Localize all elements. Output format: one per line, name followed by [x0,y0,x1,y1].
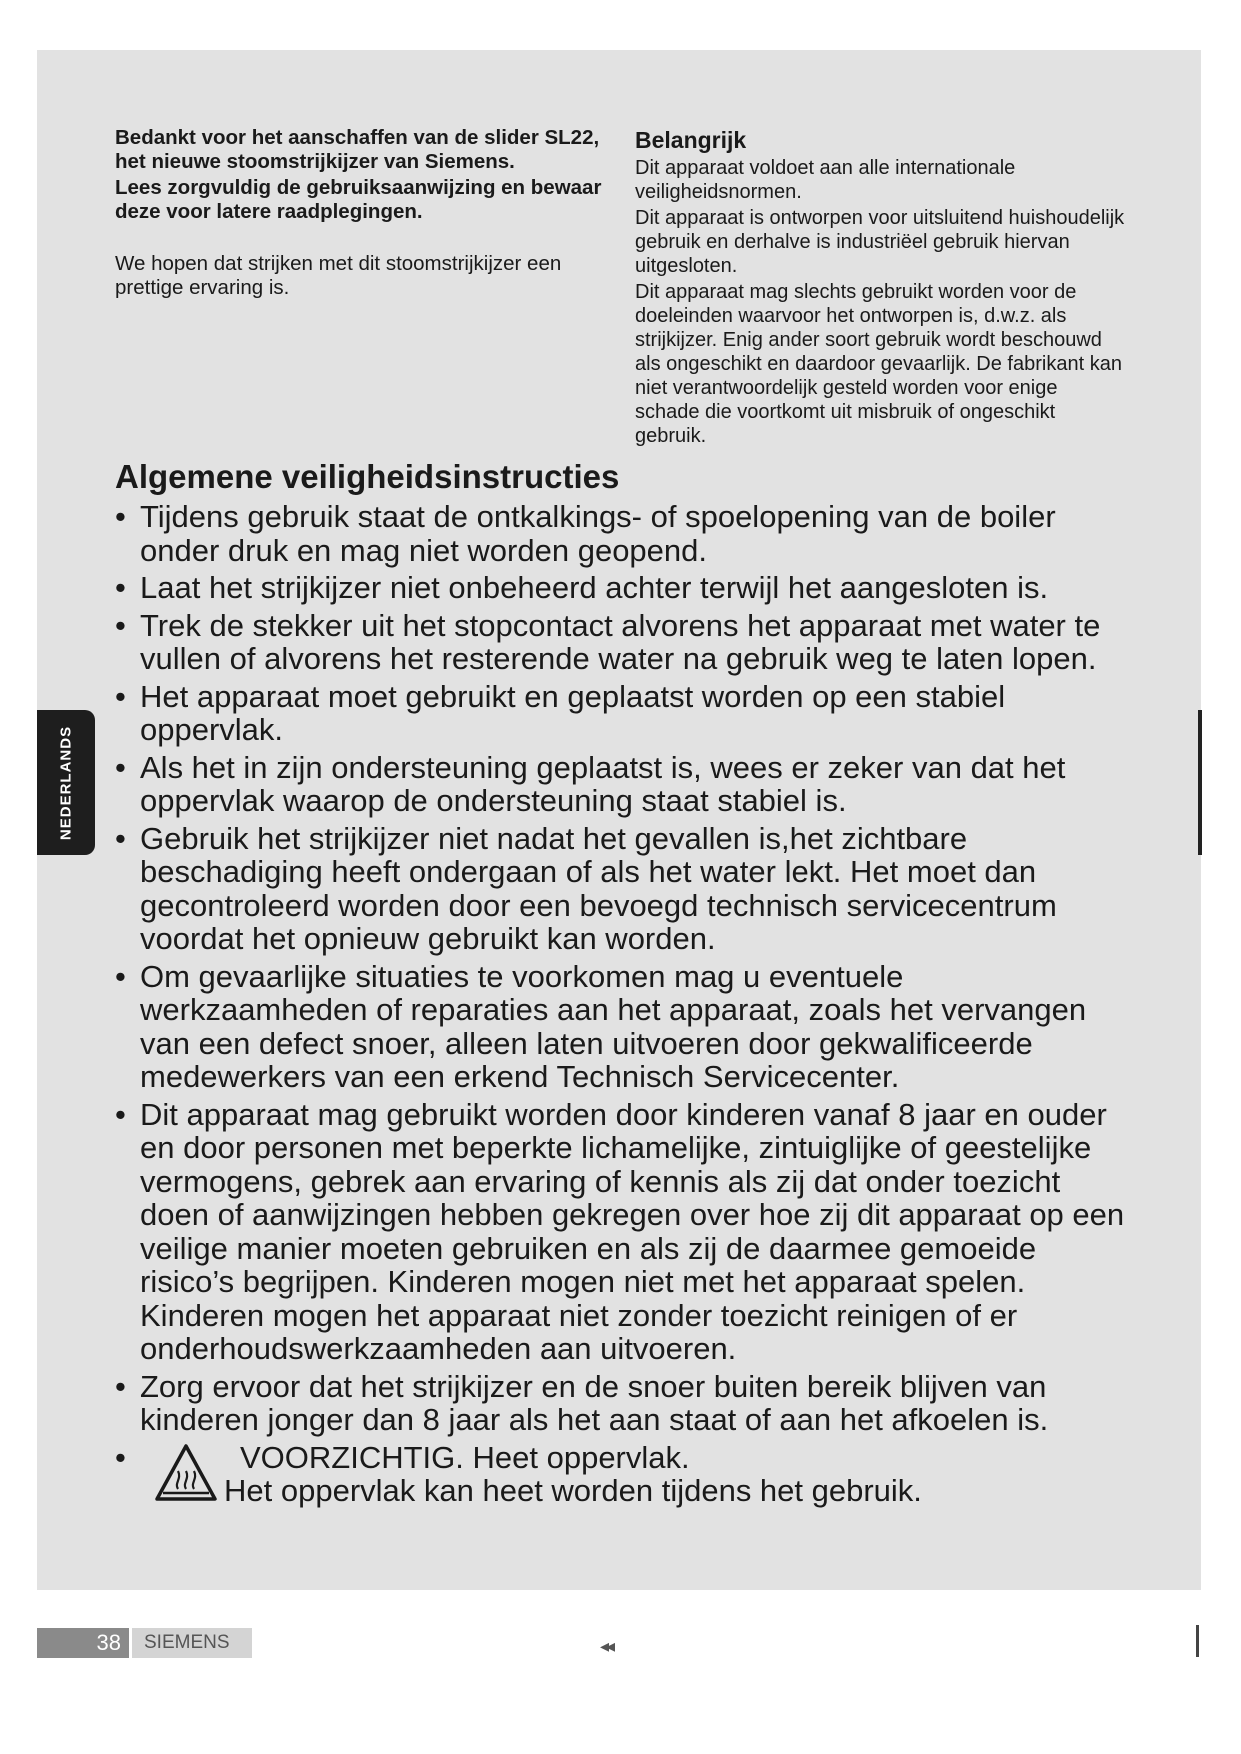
bullet: • [115,1368,126,1404]
intro-column [115,126,610,300]
list-item [115,609,1125,676]
list-item [115,1098,1125,1366]
list-item-text: Dit apparaat mag gebruikt worden door kinderen vanaf 8 jaar en ouder en door personen met beperkte lichamelijke, zintuiglijke of geestelijke vermogens, gebrek aan ervaring of kennis als zij dat onder toezicht doen of aanwijzingen hebben gekregen over hoe zij dit apparaat op een veilige manier moeten gebruiken en als zij de daarmee gemoeide risico’s begrijpen. Kinderen mogen niet met het apparaat spelen. Kinderen mogen het apparaat niet zonder toezicht reinigen of er onderhoudswerkzaamheden aan uitvoeren. [140,1096,1125,1366]
list-item-text: Gebruik het strijkijzer niet nadat het gevallen is,het zichtbare beschadiging heeft ondergaan of als het water lekt. Het moet dan gecontroleerd worden door een bevoegd technisch servicecentrum voordat het opnieuw gebruikt kan worden. [140,820,1057,956]
bullet: • [115,499,126,534]
list-item-text: Om gevaarlijke situaties te voorkomen mag u eventuele werkzaamheden of reparaties aan het apparaat, zoals het vervangen van een defect snoer, alleen laten uitvoeren door gekwalificeerde medewerkers van een erkend Technisch Servicecenter. [140,958,1087,1094]
section-title: Algemene veiligheidsinstructies [115,458,620,495]
warning-caution: VOORZICHTIG. Heet oppervlak. [240,1439,690,1475]
footer [37,1628,252,1658]
list-item-text: Tijdens gebruik staat de ontkalkings- of spoelopening van de boiler onder druk en mag niet worden geopend. [140,499,1056,568]
list-item [115,751,1125,818]
language-tab-label: NEDERLANDS [57,725,75,840]
bullet: • [115,958,126,994]
bullet: • [115,1439,126,1475]
list-item [115,960,1125,1094]
language-tab [37,710,95,855]
intro-wish: We hopen dat strijken met dit stoomstrijkijzer een prettige ervaring is. [115,252,562,299]
list-item-text: Laat het strijkijzer niet onbeheerd achter terwijl het aangesloten is. [140,570,1049,605]
warning-item [115,1441,1125,1508]
important-paragraph: Dit apparaat voldoet aan alle internationale veiligheidsnormen. [635,157,1016,203]
bullet: • [115,1096,126,1132]
margin-marker [1198,710,1202,855]
list-item [115,571,1125,605]
important-column [635,126,1125,450]
list-item [115,822,1125,956]
list-item-text: Trek de stekker uit het stopcontact alvorens het apparaat met water te vullen of alvorens het resterende water na gebruik weg te laten lopen. [140,607,1101,676]
hot-surface-warning-icon [154,1443,218,1503]
footer-marker [1196,1625,1199,1657]
bullet: • [115,570,126,605]
important-paragraph: Dit apparaat is ontworpen voor uitsluitend huishoudelijk gebruik en derhalve is industriëel gebruik hiervan uitgesloten. [635,207,1125,277]
important-heading: Belangrijk [635,127,747,153]
previous-page-icon[interactable]: ◂◂ [600,1636,613,1656]
bullet: • [115,607,126,643]
list-item [115,500,1125,567]
list-item [115,1370,1125,1437]
intro-thanks: Bedankt voor het aanschaffen van de slider SL22, het nieuwe stoomstrijkijzer van Siemens. [115,126,600,173]
important-paragraph: Dit apparaat mag slechts gebruikt worden voor de doeleinden waarvoor het ontworpen is, d.w.z. als strijkijzer. Enig ander soort gebruik wordt beschouwd als ongeschikt en daardoor gevaarlijk. De fabrikant kan niet verantwoordelijk gesteld worden voor enige schade die voortkomt uit misbruik of ongeschikt gebruik. [635,281,1122,447]
list-item-text: Het apparaat moet gebruikt en geplaatst worden op een stabiel oppervlak. [140,678,1006,747]
brand-label: SIEMENS [132,1628,252,1658]
list-item-text: Als het in zijn ondersteuning geplaatst is, wees er zeker van dat het oppervlak waarop de ondersteuning staat stabiel is. [140,749,1066,818]
list-item [115,680,1125,747]
safety-list [115,500,1125,1512]
intro-read-instructions: Lees zorgvuldig de gebruiksaanwijzing en bewaar deze voor latere raadplegingen. [115,176,602,223]
warning-text [224,1439,922,1508]
list-item-text: Zorg ervoor dat het strijkijzer en de snoer buiten bereik blijven van kinderen jonger dan 8 jaar als het aan staat of aan het afkoelen is. [140,1368,1049,1437]
warning-description: Het oppervlak kan heet worden tijdens het gebruik. [224,1473,922,1508]
bullet: • [115,820,126,856]
bullet: • [115,678,126,714]
bullet: • [115,749,126,785]
page-number: 38 [37,1628,129,1658]
